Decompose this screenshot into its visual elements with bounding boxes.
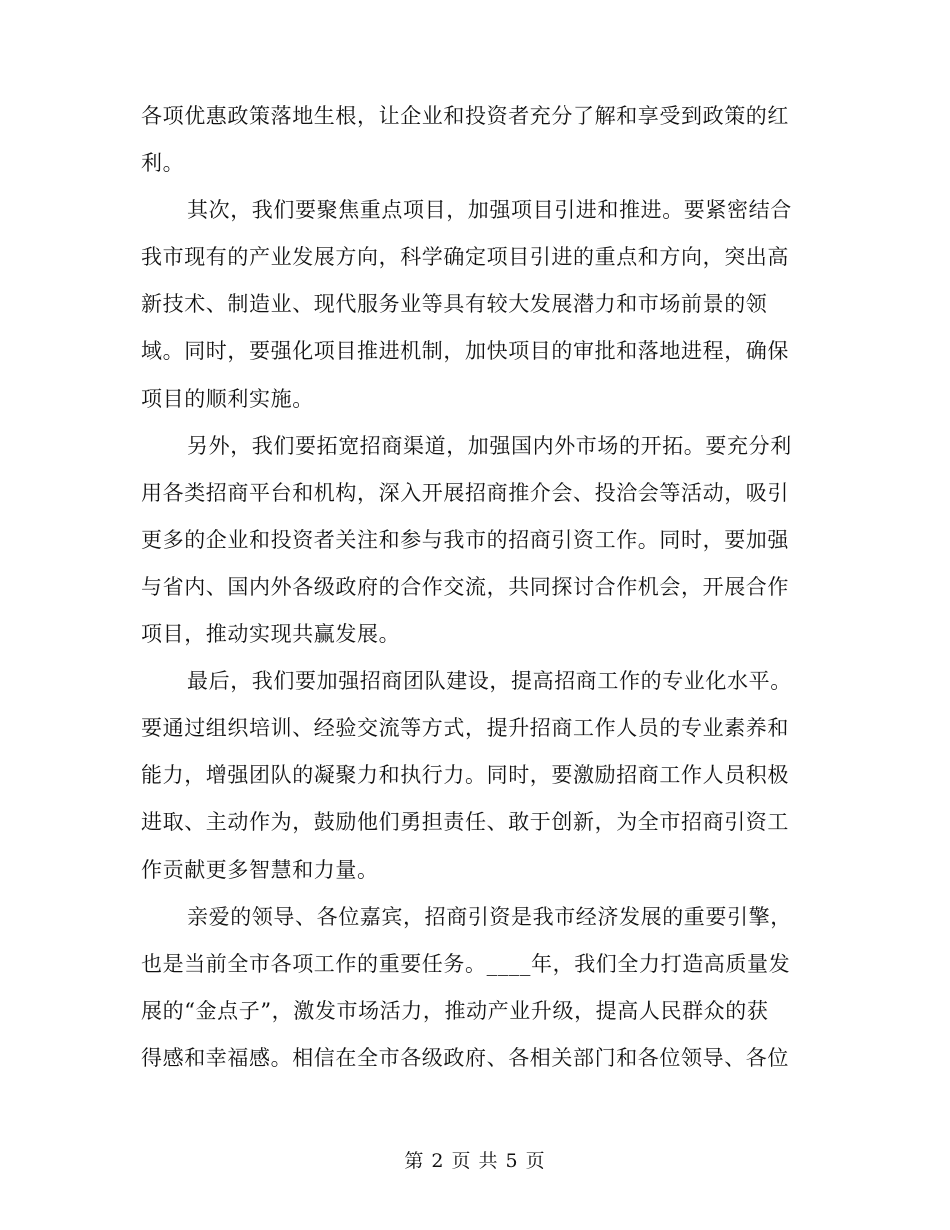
text-line: 其次，我们要聚焦重点项目，加强项目引进和推进。要紧密结合 [187,198,792,223]
text-line: 利。 [141,151,185,176]
text-line: 最后，我们要加强招商团队建设，提高招商工作的专业化水平。 [187,669,792,694]
text-line: 要通过组织培训、经验交流等方式，提升招商工作人员的专业素养和 [141,716,789,741]
text-line: 项目的顺利实施。 [141,386,314,411]
text-line: 新技术、制造业、现代服务业等具有较大发展潜力和市场前景的领 [141,292,768,317]
text-line: 能力，增强团队的凝聚力和执行力。同时，要激励招商工作人员积极 [141,763,789,788]
text-line: 进取、主动作为，鼓励他们勇担责任、敢于创新，为全市招商引资工 [141,810,789,835]
text-line: 各项优惠政策落地生根，让企业和投资者充分了解和享受到政策的红 [141,104,789,128]
text-line: 用各类招商平台和机构，深入开展招商推介会、投洽会等活动，吸引 [141,480,789,505]
page-number-footer: 第 2 页 共 5 页 [404,1150,546,1172]
text-line: 域。同时，要强化项目推进机制，加快项目的审批和落地进程，确保 [141,339,789,364]
text-line: 展的“金点子”，激发市场活力，推动产业升级，提高人民群众的获 [141,998,769,1023]
text-line: 得感和幸福感。相信在全市各级政府、各相关部门和各位领导、各位 [141,1045,789,1070]
text-line: 与省内、国内外各级政府的合作交流，共同探讨合作机会，开展合作 [141,574,789,599]
document-body [141,93,801,1082]
text-line: 更多的企业和投资者关注和参与我市的招商引资工作。同时，要加强 [141,527,789,552]
text-line: 亲爱的领导、各位嘉宾，招商引资是我市经济发展的重要引擎， [187,904,792,929]
text-line: 也是当前全市各项工作的重要任务。____年，我们全力打造高质量发 [141,951,791,976]
text-line: 作贡献更多智慧和力量。 [141,857,379,882]
text-line: 另外，我们要拓宽招商渠道，加强国内外市场的开拓。要充分利 [187,433,792,458]
text-line: 我市现有的产业发展方向，科学确定项目引进的重点和方向，突出高 [141,245,789,270]
text-line: 项目，推动实现共赢发展。 [141,622,401,647]
